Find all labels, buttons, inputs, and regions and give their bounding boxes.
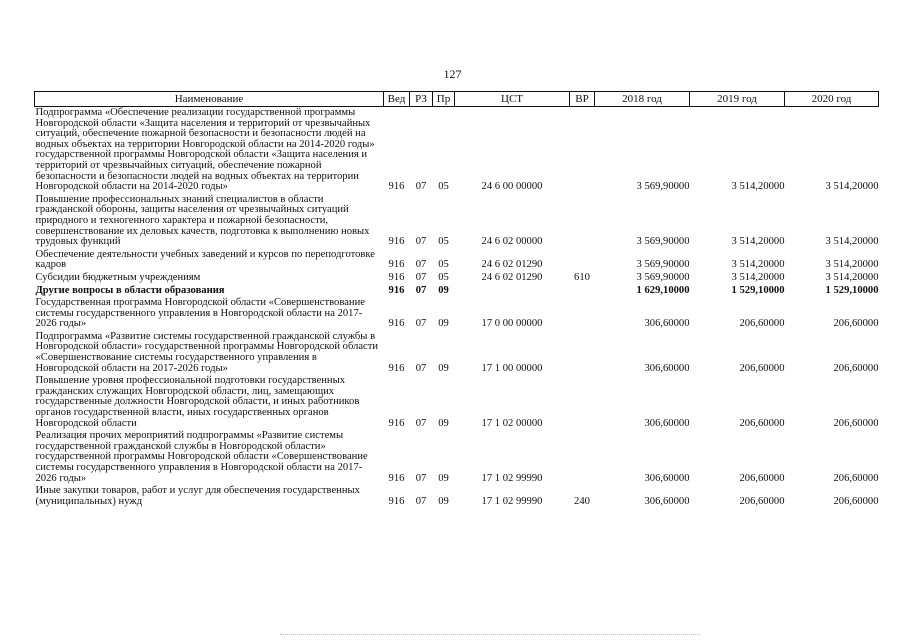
cell-rz: 07 [415, 472, 427, 484]
cell-rz: 07 [415, 362, 427, 374]
cell-cst [455, 285, 570, 298]
table-row [35, 285, 879, 298]
cell-pr: 09 [438, 318, 449, 330]
column-header-ved: Вед [384, 92, 410, 107]
page-number: 127 [443, 67, 462, 81]
table-row [35, 249, 879, 272]
cell-rz: 07 [415, 236, 427, 248]
cell-name: Субсидии бюджетным учреждениям [35, 271, 201, 283]
cell-2018: 306,60000 [644, 318, 690, 330]
table-row [35, 194, 879, 249]
cell-2018: 306,60000 [644, 495, 690, 507]
cell-2018: 3 569,90000 [636, 259, 690, 271]
cell-pr: 05 [438, 236, 449, 248]
cell-2018: 3 569,90000 [636, 181, 690, 193]
cell-2019: 206,60000 [739, 362, 785, 374]
cell-ved: 916 [388, 318, 405, 330]
cell-name: Реализация прочих мероприятий подпрограммы «Развитие системы государственной гражданской службы в Новгородской области» государственной программы Новгородской области «Совершенствование системы государственного управления в Новгородской области на 2017-2026 годы» [35, 430, 368, 484]
cell-2018: 3 569,90000 [636, 236, 690, 248]
cell-cst: 24 6 02 01290 [481, 271, 543, 283]
cell-2019: 1 529,10000 [731, 284, 785, 296]
cell-ved: 916 [388, 271, 405, 283]
cell-ved: 916 [388, 259, 405, 271]
cell-pr: 09 [438, 495, 449, 507]
cell-2018: 3 569,90000 [636, 271, 690, 283]
cell-vr [570, 375, 595, 430]
cell-pr: 09 [438, 472, 449, 484]
cell-pr: 09 [438, 284, 449, 296]
column-header-name: Наименование [35, 92, 384, 107]
cell-ved: 916 [388, 181, 405, 193]
cell-name: Обеспечение деятельности учебных заведений и курсов по переподготовке кадров [35, 248, 375, 271]
cell-2019: 3 514,20000 [731, 181, 785, 193]
cell-2018: 306,60000 [644, 417, 690, 429]
cell-name: Повышение профессиональных знаний специалистов в области гражданской обороны, защиты населения от чрезвычайных ситуаций природного и техногенного характера и пожарной безопасности, совершенствование их деловых качеств, подготовка к выполнению новых трудовых функций [35, 193, 370, 248]
cell-pr: 05 [438, 259, 449, 271]
table-row [35, 272, 879, 285]
cell-ved: 916 [388, 495, 405, 507]
cell-cst: 24 6 00 00000 [481, 181, 543, 193]
cell-rz: 07 [415, 181, 427, 193]
column-header-cst: ЦСТ [455, 92, 570, 107]
cell-2020: 3 514,20000 [825, 259, 879, 271]
table-row [35, 485, 879, 508]
cell-ved: 916 [388, 236, 405, 248]
cell-rz: 07 [415, 417, 427, 429]
cell-2019: 3 514,20000 [731, 271, 785, 283]
cell-cst: 17 1 00 00000 [481, 362, 543, 374]
page-edge-rule [280, 634, 700, 635]
cell-rz: 07 [415, 495, 427, 507]
cell-vr [570, 194, 595, 249]
column-header-rz: РЗ [410, 92, 433, 107]
table-row [35, 107, 879, 194]
cell-cst: 24 6 02 01290 [481, 259, 543, 271]
cell-2018: 306,60000 [644, 362, 690, 374]
cell-name: Подпрограмма «Развитие системы государственной гражданской службы в Новгородской области» государственной программы Новгородской области «Совершенствование системы государственного управления в Новгородской области на 2017-2026 годы» [35, 330, 379, 374]
cell-rz: 07 [415, 318, 427, 330]
cell-name: Другие вопросы в области образования [35, 284, 225, 296]
cell-2020: 206,60000 [833, 318, 879, 330]
cell-pr: 05 [438, 181, 449, 193]
cell-2019: 206,60000 [739, 318, 785, 330]
cell-rz: 07 [415, 284, 427, 296]
column-header-2020: 2020 год [785, 92, 879, 107]
cell-cst: 17 0 00 00000 [481, 318, 543, 330]
cell-pr: 09 [438, 417, 449, 429]
cell-2020: 3 514,20000 [825, 236, 879, 248]
cell-pr: 05 [438, 271, 449, 283]
cell-2020: 206,60000 [833, 495, 879, 507]
cell-cst: 24 6 02 00000 [481, 236, 543, 248]
table-row [35, 297, 879, 331]
cell-cst: 17 1 02 99990 [481, 495, 543, 507]
cell-2020: 206,60000 [833, 417, 879, 429]
cell-name: Повышение уровня профессиональной подготовки государственных гражданских служащих Новгородской области, лиц, замещающих государственные должности Новгородской области, и иных работников органов государственной власти, иных государственных органов Новгородской области [35, 375, 360, 429]
cell-2019: 206,60000 [739, 417, 785, 429]
cell-2020: 206,60000 [833, 472, 879, 484]
table-row [35, 331, 879, 375]
cell-rz: 07 [415, 271, 427, 283]
budget-table [34, 91, 879, 508]
cell-vr [570, 297, 595, 331]
cell-2019: 206,60000 [739, 495, 785, 507]
cell-vr: 610 [574, 271, 590, 283]
table-header-row [35, 92, 879, 107]
cell-2019: 206,60000 [739, 472, 785, 484]
cell-2020: 1 529,10000 [825, 284, 879, 296]
column-header-2019: 2019 год [690, 92, 785, 107]
cell-2019: 3 514,20000 [731, 236, 785, 248]
cell-vr [570, 331, 595, 375]
column-header-pr: Пр [433, 92, 455, 107]
cell-vr [570, 430, 595, 485]
cell-ved: 916 [388, 417, 405, 429]
cell-2020: 3 514,20000 [825, 271, 879, 283]
cell-2020: 3 514,20000 [825, 181, 879, 193]
cell-ved: 916 [388, 472, 405, 484]
cell-rz: 07 [415, 259, 427, 271]
cell-vr [570, 285, 595, 298]
cell-2020: 206,60000 [833, 362, 879, 374]
table-row [35, 375, 879, 430]
cell-cst: 17 1 02 99990 [481, 472, 543, 484]
cell-2018: 306,60000 [644, 472, 690, 484]
cell-name: Иные закупки товаров, работ и услуг для обеспечения государственных (муниципальных) нужд [35, 485, 360, 507]
cell-vr [570, 249, 595, 272]
cell-ved: 916 [388, 284, 405, 296]
cell-name: Подпрограмма «Обеспечение реализации государственной программы Новгородской области «Защита населения и территорий от чрезвычайных ситуаций, обеспечение пожарной безопасности и безопасности людей на водных объектах на территории Новгородской области на 2014-2020 годы» государственной программы Новгородской области «Защита населения и территорий от чрезвычайных ситуаций, обеспечение пожарной безопасности и безопасности людей на водных объектах на территории Новгородской области на 2014-2020 годы» [35, 107, 375, 193]
cell-ved: 916 [388, 362, 405, 374]
cell-vr [570, 107, 595, 194]
table-row [35, 430, 879, 485]
cell-pr: 09 [438, 362, 449, 374]
table-body [35, 107, 879, 509]
column-header-2018: 2018 год [595, 92, 690, 107]
cell-2018: 1 629,10000 [636, 284, 690, 296]
column-header-vr: ВР [570, 92, 595, 107]
cell-vr: 240 [574, 495, 590, 507]
cell-cst: 17 1 02 00000 [481, 417, 543, 429]
cell-2019: 3 514,20000 [731, 259, 785, 271]
cell-name: Государственная программа Новгородской области «Совершенствование системы государственного управления в Новгородской области на 2017-2026 годы» [35, 297, 365, 330]
